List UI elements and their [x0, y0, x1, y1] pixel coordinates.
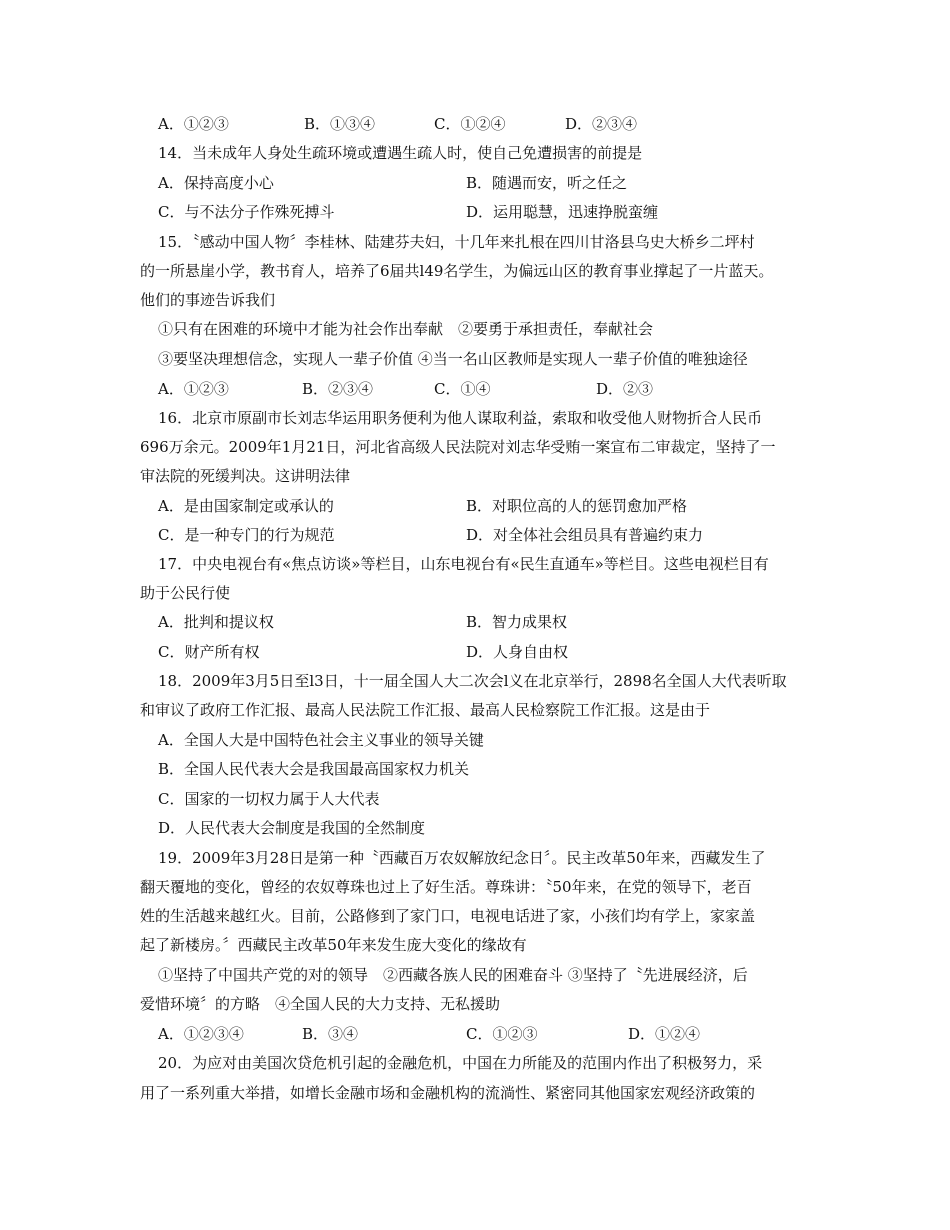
q15-statement-line-1: ①只有在困难的环境中才能为社会作出奉献 ②要勇于承担责任，奉献社会 — [158, 320, 654, 338]
q14-option-a[interactable]: A．保持高度小心 — [158, 174, 274, 192]
q19-stem-line-2: 翻天覆地的变化，曾经的农奴尊珠也过上了好生活。尊珠讲：〝50年来，在党的领导下，老百 — [140, 878, 752, 896]
q15-option-a[interactable]: A．①②③ — [158, 380, 229, 398]
q17-option-a[interactable]: A．批判和提议权 — [158, 613, 274, 631]
q16-option-a[interactable]: A．是由国家制定或承认的 — [158, 497, 334, 515]
q17-stem-line-2: 助于公民行使 — [140, 584, 231, 602]
q16-option-d[interactable]: D．对全体社会组员具有普遍约束力 — [466, 526, 704, 544]
q17-option-c[interactable]: C．财产所有权 — [158, 643, 260, 661]
q16-stem-line-1: 16．北京市原副市长刘志华运用职务便利为他人谋取利益，索取和收受他人财物折合人民币 — [158, 409, 763, 427]
q15-stem-line-2: 的一所悬崖小学，教书育人，培养了6届共l49名学生，为偏远山区的教育事业撑起了一片蓝天。 — [140, 262, 774, 280]
q13-option-b[interactable]: B．①③④ — [304, 115, 376, 133]
q15-option-b[interactable]: B．②③④ — [302, 380, 374, 398]
q16-option-c[interactable]: C．是一种专门的行为规范 — [158, 526, 335, 544]
q17-option-b[interactable]: B．智力成果权 — [466, 613, 568, 631]
q16-option-b[interactable]: B．对职位高的人的惩罚愈加严格 — [466, 497, 688, 515]
q14-stem: 14．当未成年人身处生疏环境或遭遇生疏人时，使自己免遭损害的前提是 — [158, 144, 643, 162]
q19-option-b[interactable]: B．③④ — [302, 1025, 359, 1043]
q20-stem-line-2: 用了一系列重大举措，如增长金融市场和金融机构的流淌性、紧密同其他国家宏观经济政策的 — [140, 1084, 756, 1102]
q19-statement-line-1: ①坚持了中国共产党的对的领导 ②西藏各族人民的困难奋斗 ③坚持了〝先进展经济，后 — [158, 966, 748, 984]
q16-stem-line-3: 审法院的死缓判决。这讲明法律 — [140, 467, 351, 485]
q17-option-d[interactable]: D．人身自由权 — [466, 643, 569, 661]
q13-option-a[interactable]: A．①②③ — [158, 115, 229, 133]
q15-stem-line-3: 他们的事迹告诉我们 — [140, 291, 276, 309]
q19-stem-line-4: 起了新楼房。〞西藏民主改革50年来发生庞大变化的缘故有 — [140, 936, 527, 954]
q20-stem-line-1: 20．为应对由美国次贷危机引起的金融危机，中国在力所能及的范围内作出了积极努力，采 — [158, 1054, 763, 1072]
q18-option-a[interactable]: A．全国人大是中国特色社会主义事业的领导关键 — [158, 731, 484, 749]
q19-option-c[interactable]: C．①②③ — [466, 1025, 538, 1043]
q17-stem-line-1: 17．中央电视台有«焦点访谈»等栏目，山东电视台有«民生直通车»等栏目。这些电视栏目有 — [158, 555, 769, 573]
q18-stem-line-2: 和审议了政府工作汇报、最高人民法院工作汇报、最高人民检察院工作汇报。这是由于 — [140, 701, 711, 719]
q19-stem-line-1: 19．2009年3月28日是第一种〝西藏百万农奴解放纪念日〞。民主改革50年来，西藏发生了 — [158, 849, 766, 867]
q13-option-c[interactable]: C．①②④ — [434, 115, 506, 133]
q18-option-b[interactable]: B．全国人民代表大会是我国最高国家权力机关 — [158, 760, 470, 778]
q15-option-d[interactable]: D．②③ — [596, 380, 654, 398]
q14-option-b[interactable]: B．随遇而安，听之任之 — [466, 174, 628, 192]
q18-stem-line-1: 18．2009年3月5日至l3日，十一届全国人大二次会l义在北京举行，2898名全国人大代表听取 — [158, 672, 787, 690]
q18-option-c[interactable]: C．国家的一切权力属于人大代表 — [158, 790, 380, 808]
q19-option-d[interactable]: D．①②④ — [628, 1025, 701, 1043]
q15-stem-line-1: 15．〝感动中国人物〞李桂林、陆建芬夫妇，十几年来扎根在四川甘洛县乌史大桥乡二坪村 — [158, 233, 755, 251]
q19-statement-line-2: 爱惜环境〞的方略 ④全国人民的大力支持、无私援助 — [140, 995, 501, 1013]
q14-option-d[interactable]: D．运用聪慧，迅速挣脱蛮缠 — [466, 203, 659, 221]
q13-option-d[interactable]: D．②③④ — [565, 115, 638, 133]
q14-option-c[interactable]: C．与不法分子作殊死搏斗 — [158, 203, 335, 221]
q19-stem-line-3: 姓的生活越来越红火。目前，公路修到了家门口，电视电话进了家，小孩们均有学上，家家盖 — [140, 907, 756, 925]
q15-option-c[interactable]: C．①④ — [434, 380, 491, 398]
q18-option-d[interactable]: D．人民代表大会制度是我国的全然制度 — [158, 819, 426, 837]
q19-option-a[interactable]: A．①②③④ — [158, 1025, 244, 1043]
q16-stem-line-2: 696万余元。2009年1月21日，河北省高级人民法院对刘志华受贿一案宣布二审裁定，坚持了一 — [140, 438, 776, 456]
q15-statement-line-2: ③要坚决理想信念，实现人一辈子价值 ④当一名山区教师是实现人一辈子价值的唯独途径 — [158, 350, 748, 368]
